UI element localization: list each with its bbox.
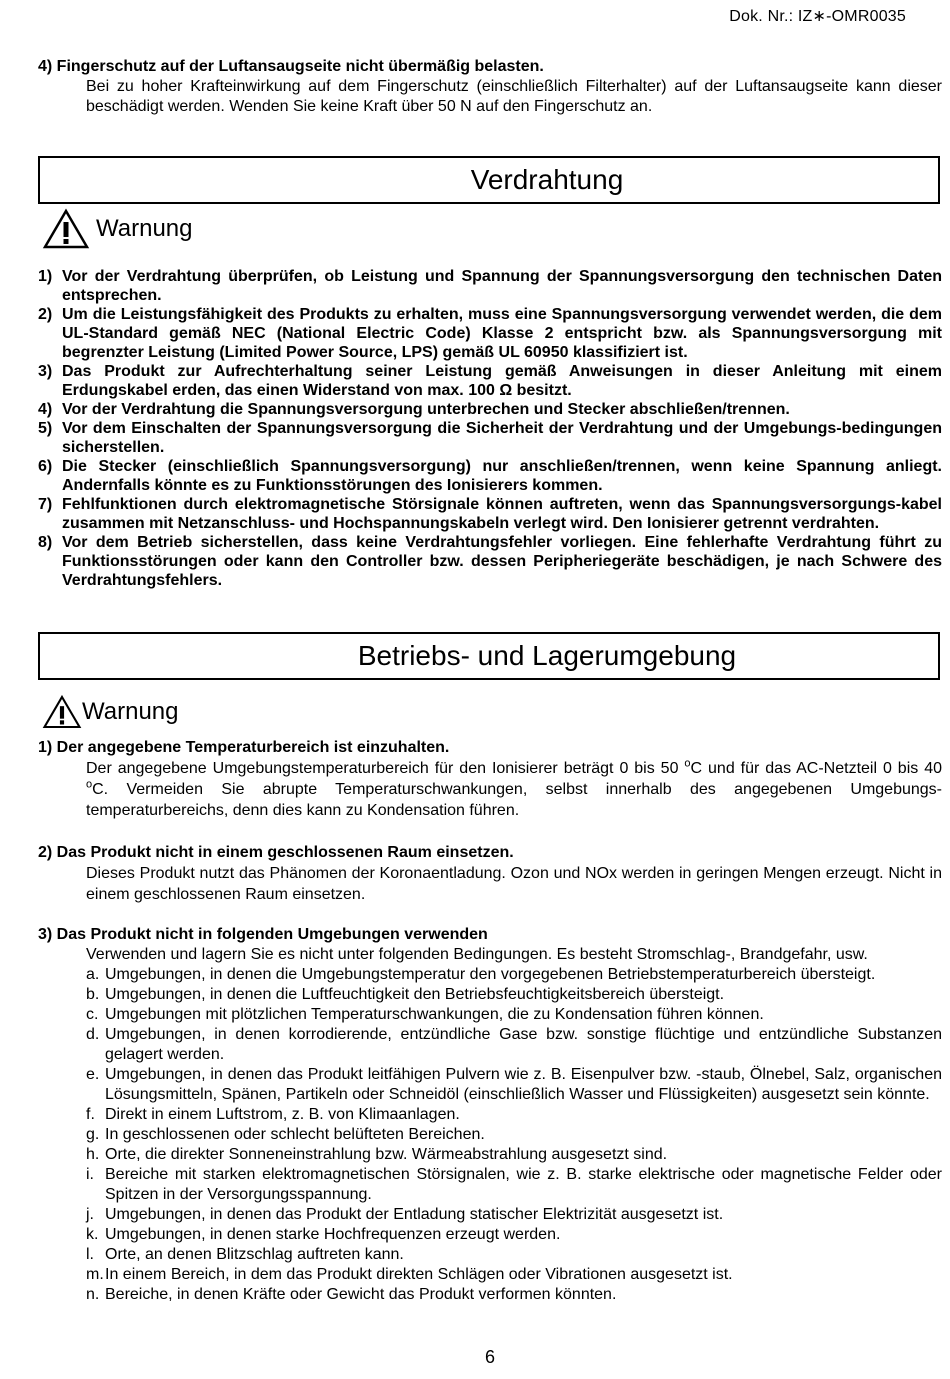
warning-triangle-icon <box>42 694 82 730</box>
list-item: b. Umgebungen, in denen die Luftfeuchtigkeit den Betriebsfeuchtigkeitsbereich übersteigt. <box>86 986 725 1003</box>
environment-warning <box>42 694 179 730</box>
document-number: Dok. Nr.: IZ∗-OMR0035 <box>729 8 906 25</box>
list-item: 7) Fehlfunktionen durch elektromagnetische Störsignale können auftreten, wenn das Spannungsversorgungs-kabel zusammen mit Netzanschluss- und Hochspannungskabeln verlegt wird. Den Ionisierer getrennt verdrahten. <box>38 496 942 532</box>
temperature-section <box>38 737 942 821</box>
wiring-title: Verdrahtung <box>470 164 624 195</box>
list-item: 4) Vor der Verdrahtung die Spannungsversorgung unterbrechen und Stecker abschließen/trennen. <box>38 401 790 418</box>
list-item: g. In geschlossenen oder schlecht belüfteten Bereichen. <box>86 1126 485 1143</box>
wiring-warning <box>42 208 193 250</box>
list-item: 1) Vor der Verdrahtung überprüfen, ob Leistung und Spannung der Spannungsversorgung den technischen Daten entsprechen. <box>38 268 942 304</box>
list-item: i. Bereiche mit starken elektromagnetischen Störsignalen, wie z. B. starke elektrische oder magnetische Felder oder Spitzen in der Versorgungsspannung. <box>86 1166 942 1203</box>
temperature-body: Der angegebene Umgebungstemperaturbereich für den Ionisierer beträgt 0 bis 50 $^o$C und für das AC-Netzteil 0 bis 40 $^o$C. Vermeiden Sie abrupte Temperaturschwankungen, selbst innerhalb des angegebenen Umgebungs-temperaturbereichs, denn dies kann zu Kondensation führen. <box>86 757 942 819</box>
environments-heading: 3) Das Produkt nicht in folgenden Umgebungen verwenden <box>38 926 488 943</box>
list-item: h. Orte, die direkter Sonneneinstrahlung bzw. Wärmeabstrahlung ausgesetzt sind. <box>86 1146 668 1163</box>
list-item: d. Umgebungen, in denen korrodierende, entzündliche Gase bzw. sonstige flüchtige und entzündliche Substanzen gelagert werden. <box>86 1026 942 1063</box>
warning-triangle-icon <box>42 208 90 250</box>
list-item: m. In einem Bereich, in dem das Produkt direkten Schlägen oder Vibrationen ausgesetzt ist. <box>86 1266 733 1283</box>
list-item: a. Umgebungen, in denen die Umgebungstemperatur den vorgegebenen Betriebstemperaturbereich übersteigt. <box>86 966 876 983</box>
environment-warning-label: Warnung <box>82 698 179 725</box>
list-item: n. Bereiche, in denen Kräfte oder Gewicht das Produkt verformen könnten. <box>86 1286 617 1303</box>
environments-intro: Verwenden und lagern Sie es nicht unter folgenden Bedingungen. Es besteht Stromschlag-, Brandgefahr, usw. <box>86 946 868 963</box>
wiring-list <box>38 267 942 590</box>
list-item: j. Umgebungen, in denen das Produkt der Entladung statischer Elektrizität ausgesetzt ist. <box>86 1206 724 1223</box>
list-item: 8) Vor dem Betrieb sicherstellen, dass keine Verdrahtungsfehler vorliegen. Eine fehlerhafte Verdrahtung führt zu Funktionsstörungen oder kann den Controller bzw. dessen Peripheriegeräte beschädigen, je nach Schwere des Verdrahtungsfehlers. <box>38 534 942 589</box>
closed-room-body: Dieses Produkt nutzt das Phänomen der Koronaentladung. Ozon und NOx werden in geringen Mengen erzeugt. Nicht in einem geschlossenen Raum einsetzen. <box>86 865 942 903</box>
list-item: 6) Die Stecker (einschließlich Spannungsversorgung) nur anschließen/trennen, wenn keine Spannung anliegt. Andernfalls könnte es zu Funktionsstörungen des Ionisierers kommen. <box>38 458 942 494</box>
environment-title-box <box>38 632 940 680</box>
section-finger-guard <box>38 57 942 117</box>
environment-title: Betriebs- und Lagerumgebung <box>357 640 737 671</box>
list-item: 2) Um die Leistungsfähigkeit des Produkts zu erhalten, muss eine Spannungsversorgung verwendet werden, die dem UL-Standard gemäß NEC (National Electric Code) Klasse 2 entspricht bzw. als Spannungsversorgung mit begrenzter Leistung (Limited Power Source, LPS) gemäß UL 60950 klassifiziert ist. <box>38 306 942 361</box>
finger-guard-body: Bei zu hoher Krafteinwirkung auf dem Fingerschutz (einschließlich Filterhalter) auf der Luftansaugseite kann dieser beschädigt werden. Wenden Sie keine Kraft über 50 N auf den Fingerschutz an. <box>86 78 942 115</box>
temperature-heading: 1) Der angegebene Temperaturbereich ist einzuhalten. <box>38 739 450 756</box>
list-item: 3) Das Produkt zur Aufrechterhaltung seiner Leistung gemäß Anweisungen in dieser Anleitung mit einem Erdungskabel erden, das einen Widerstand von max. 100 Ω besitzt. <box>38 363 942 399</box>
list-item: e. Umgebungen, in denen das Produkt leitfähigen Pulvern wie z. B. Eisenpulver bzw. -staub, Ölnebel, Salz, organischen Lösungsmitteln, Spänen, Partikeln oder Schneidöl (einschließlich Wasser und Flüssigkeiten) ausgesetzt sein könnte. <box>86 1066 942 1103</box>
environments-list <box>38 965 942 1305</box>
wiring-warning-label: Warnung <box>96 215 193 242</box>
closed-room-section <box>38 842 942 905</box>
list-item: c. Umgebungen mit plötzlichen Temperaturschwankungen, die zu Kondensation führen können. <box>86 1006 764 1023</box>
page-number: 6 <box>484 1347 495 1367</box>
finger-guard-heading: 4) Fingerschutz auf der Luftansaugseite nicht übermäßig belasten. <box>38 58 544 75</box>
list-item: 5) Vor dem Einschalten der Spannungsversorgung die Sicherheit der Verdrahtung und der Umgebungs-bedingungen sicherstellen. <box>38 420 942 456</box>
list-item: l. Orte, an denen Blitzschlag auftreten kann. <box>86 1246 404 1263</box>
wiring-title-box <box>38 156 940 204</box>
closed-room-heading: 2) Das Produkt nicht in einem geschlossenen Raum einsetzen. <box>38 844 514 861</box>
list-item: k. Umgebungen, in denen starke Hochfrequenzen erzeugt werden. <box>86 1226 561 1243</box>
environments-section <box>38 925 942 1305</box>
list-item: f. Direkt in einem Luftstrom, z. B. von Klimaanlagen. <box>86 1106 460 1123</box>
